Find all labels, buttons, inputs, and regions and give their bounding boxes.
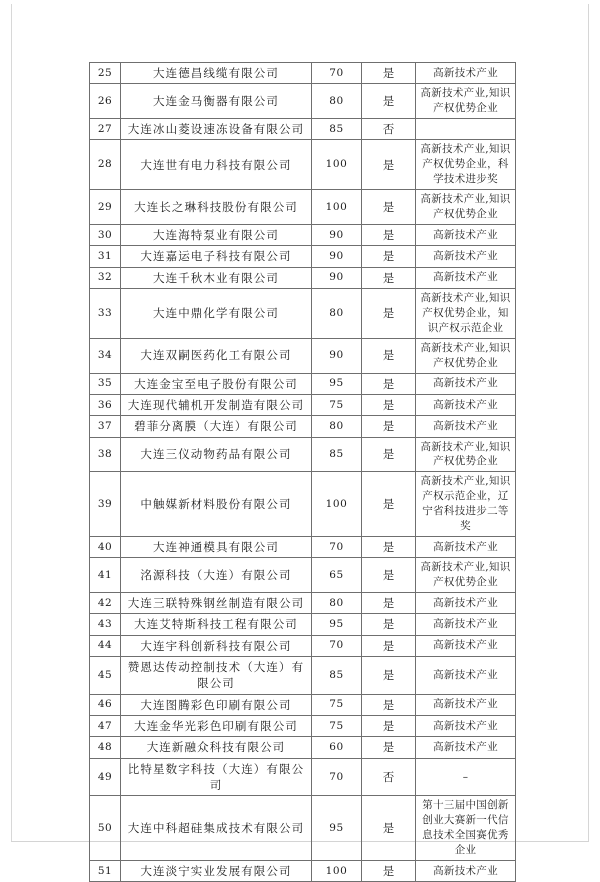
table-row: [90, 190, 516, 225]
high-tech-flag-cell: 是: [362, 860, 416, 881]
score-cell: 70: [312, 758, 362, 796]
company-name-cell: 大连千秋木业有限公司: [121, 267, 312, 288]
score-cell: 85: [312, 437, 362, 472]
award-cell: 高新技术产业,知识产权优势企业: [416, 84, 516, 119]
score-cell: 85: [312, 119, 362, 140]
award-cell: 高新技术产业: [416, 635, 516, 656]
award-cell: 高新技术产业,知识产权示范企业，辽宁省科技进步二等奖: [416, 472, 516, 537]
high-tech-flag-cell: 是: [362, 267, 416, 288]
row-index-cell: 37: [90, 416, 121, 437]
award-cell: 高新技术产业: [416, 694, 516, 715]
company-name-cell: 大连新融众科技有限公司: [121, 737, 312, 758]
table-row: [90, 558, 516, 593]
row-index-cell: 40: [90, 536, 121, 557]
row-index-cell: 39: [90, 472, 121, 537]
award-cell: 高新技术产业: [416, 373, 516, 394]
row-index-cell: 48: [90, 737, 121, 758]
score-cell: 90: [312, 338, 362, 373]
company-name-cell: 大连艾特斯科技工程有限公司: [121, 614, 312, 635]
row-index-cell: 26: [90, 84, 121, 119]
company-name-cell: 大连长之琳科技股份有限公司: [121, 190, 312, 225]
company-name-cell: 大连淡宁实业发展有限公司: [121, 860, 312, 881]
row-index-cell: 27: [90, 119, 121, 140]
row-index-cell: 38: [90, 437, 121, 472]
award-cell: 高新技术产业,知识产权优势企业: [416, 558, 516, 593]
table-row: [90, 758, 516, 796]
company-name-cell: 大连图腾彩色印刷有限公司: [121, 694, 312, 715]
award-cell: 高新技术产业: [416, 394, 516, 415]
row-index-cell: 29: [90, 190, 121, 225]
row-index-cell: 45: [90, 657, 121, 695]
company-name-cell: 大连嘉运电子科技有限公司: [121, 246, 312, 267]
award-cell: 高新技术产业,知识产权优势企业: [416, 338, 516, 373]
high-tech-flag-cell: 是: [362, 614, 416, 635]
score-cell: 80: [312, 288, 362, 338]
company-name-cell: 大连中鼎化学有限公司: [121, 288, 312, 338]
row-index-cell: 36: [90, 394, 121, 415]
row-index-cell: 25: [90, 63, 121, 84]
company-name-cell: 比特星数字科技（大连）有限公司: [121, 758, 312, 796]
award-cell: 第十三届中国创新创业大赛新一代信息技术全国赛优秀企业: [416, 796, 516, 861]
high-tech-flag-cell: 是: [362, 437, 416, 472]
table-row: [90, 119, 516, 140]
high-tech-flag-cell: 是: [362, 416, 416, 437]
score-cell: 100: [312, 860, 362, 881]
high-tech-flag-cell: 是: [362, 84, 416, 119]
high-tech-flag-cell: 是: [362, 737, 416, 758]
table-row: [90, 267, 516, 288]
high-tech-flag-cell: 是: [362, 288, 416, 338]
high-tech-flag-cell: 是: [362, 394, 416, 415]
row-index-cell: 30: [90, 225, 121, 246]
score-cell: 90: [312, 225, 362, 246]
score-cell: 75: [312, 716, 362, 737]
row-index-cell: 35: [90, 373, 121, 394]
row-index-cell: 31: [90, 246, 121, 267]
score-cell: 70: [312, 63, 362, 84]
high-tech-flag-cell: 是: [362, 246, 416, 267]
company-name-cell: 洺源科技（大连）有限公司: [121, 558, 312, 593]
high-tech-flag-cell: 是: [362, 558, 416, 593]
row-index-cell: 47: [90, 716, 121, 737]
table-row: [90, 288, 516, 338]
score-cell: 100: [312, 472, 362, 537]
company-name-cell: 大连金马衡器有限公司: [121, 84, 312, 119]
high-tech-flag-cell: 是: [362, 694, 416, 715]
table-row: [90, 63, 516, 84]
table-row: [90, 140, 516, 190]
company-name-cell: 大连三联特殊钢丝制造有限公司: [121, 593, 312, 614]
company-name-cell: 赞恩达传动控制技术（大连）有限公司: [121, 657, 312, 695]
award-cell: –: [416, 758, 516, 796]
high-tech-flag-cell: 是: [362, 536, 416, 557]
score-cell: 100: [312, 140, 362, 190]
high-tech-flag-cell: 否: [362, 119, 416, 140]
award-cell: 高新技术产业,知识产权优势企业: [416, 437, 516, 472]
table-row: [90, 860, 516, 881]
award-cell: 高新技术产业,知识产权优势企业，知识产权示范企业: [416, 288, 516, 338]
score-cell: 100: [312, 190, 362, 225]
award-cell: 高新技术产业: [416, 657, 516, 695]
award-cell: 高新技术产业: [416, 267, 516, 288]
award-cell: 高新技术产业,知识产权优势企业: [416, 190, 516, 225]
company-name-cell: 大连三仪动物药品有限公司: [121, 437, 312, 472]
high-tech-flag-cell: 是: [362, 338, 416, 373]
table-row: [90, 737, 516, 758]
score-cell: 90: [312, 267, 362, 288]
score-cell: 75: [312, 394, 362, 415]
table-row: [90, 472, 516, 537]
row-index-cell: 32: [90, 267, 121, 288]
table-row: [90, 338, 516, 373]
score-cell: 70: [312, 536, 362, 557]
row-index-cell: 46: [90, 694, 121, 715]
high-tech-flag-cell: 是: [362, 140, 416, 190]
high-tech-flag-cell: 否: [362, 758, 416, 796]
table-row: [90, 437, 516, 472]
row-index-cell: 51: [90, 860, 121, 881]
table-row: [90, 416, 516, 437]
score-cell: 80: [312, 416, 362, 437]
table-row: [90, 614, 516, 635]
score-cell: 95: [312, 373, 362, 394]
company-name-cell: 大连中科超硅集成技术有限公司: [121, 796, 312, 861]
company-name-cell: 中触媒新材料股份有限公司: [121, 472, 312, 537]
row-index-cell: 42: [90, 593, 121, 614]
score-cell: 80: [312, 593, 362, 614]
score-cell: 65: [312, 558, 362, 593]
score-cell: 85: [312, 657, 362, 695]
company-name-cell: 大连金宝至电子股份有限公司: [121, 373, 312, 394]
row-index-cell: 28: [90, 140, 121, 190]
award-cell: 高新技术产业: [416, 225, 516, 246]
company-name-cell: 大连现代辅机开发制造有限公司: [121, 394, 312, 415]
page-edge-left: [11, 4, 12, 842]
table-row: [90, 246, 516, 267]
company-name-cell: 大连金华光彩色印刷有限公司: [121, 716, 312, 737]
award-cell: 高新技术产业: [416, 737, 516, 758]
company-name-cell: 大连宇科创新科技有限公司: [121, 635, 312, 656]
company-name-cell: 大连神通模具有限公司: [121, 536, 312, 557]
page-edge-right: [588, 4, 589, 842]
score-cell: 60: [312, 737, 362, 758]
award-cell: 高新技术产业: [416, 63, 516, 84]
table-row: [90, 394, 516, 415]
table-row: [90, 796, 516, 861]
table-body: [90, 63, 516, 882]
table-row: [90, 84, 516, 119]
row-index-cell: 50: [90, 796, 121, 861]
company-name-cell: 大连海特泵业有限公司: [121, 225, 312, 246]
high-tech-flag-cell: 是: [362, 716, 416, 737]
high-tech-flag-cell: 是: [362, 796, 416, 861]
table-row: [90, 635, 516, 656]
table-row: [90, 657, 516, 695]
company-name-cell: 大连德昌线缆有限公司: [121, 63, 312, 84]
high-tech-flag-cell: 是: [362, 593, 416, 614]
award-cell: 高新技术产业,知识产权优势企业，科学技术进步奖: [416, 140, 516, 190]
score-cell: 80: [312, 84, 362, 119]
score-cell: 95: [312, 614, 362, 635]
award-cell: [416, 119, 516, 140]
company-name-cell: 大连世有电力科技有限公司: [121, 140, 312, 190]
table-row: [90, 373, 516, 394]
company-name-cell: 碧菲分离膜（大连）有限公司: [121, 416, 312, 437]
company-name-cell: 大连冰山菱设速冻设备有限公司: [121, 119, 312, 140]
table-row: [90, 536, 516, 557]
high-tech-flag-cell: 是: [362, 63, 416, 84]
row-index-cell: 43: [90, 614, 121, 635]
high-tech-flag-cell: 是: [362, 635, 416, 656]
row-index-cell: 44: [90, 635, 121, 656]
high-tech-flag-cell: 是: [362, 657, 416, 695]
score-cell: 95: [312, 796, 362, 861]
row-index-cell: 41: [90, 558, 121, 593]
company-name-cell: 大连双嗣医药化工有限公司: [121, 338, 312, 373]
score-cell: 90: [312, 246, 362, 267]
score-cell: 70: [312, 635, 362, 656]
row-index-cell: 34: [90, 338, 121, 373]
high-tech-flag-cell: 是: [362, 373, 416, 394]
award-cell: 高新技术产业: [416, 614, 516, 635]
award-cell: 高新技术产业: [416, 716, 516, 737]
high-tech-flag-cell: 是: [362, 190, 416, 225]
award-cell: 高新技术产业: [416, 860, 516, 881]
score-cell: 75: [312, 694, 362, 715]
enterprise-award-table: [89, 62, 516, 882]
award-cell: 高新技术产业: [416, 246, 516, 267]
table-row: [90, 593, 516, 614]
award-cell: 高新技术产业: [416, 416, 516, 437]
table-row: [90, 225, 516, 246]
row-index-cell: 49: [90, 758, 121, 796]
award-cell: 高新技术产业: [416, 593, 516, 614]
award-cell: 高新技术产业: [416, 536, 516, 557]
table-row: [90, 694, 516, 715]
high-tech-flag-cell: 是: [362, 225, 416, 246]
row-index-cell: 33: [90, 288, 121, 338]
table-row: [90, 716, 516, 737]
high-tech-flag-cell: 是: [362, 472, 416, 537]
